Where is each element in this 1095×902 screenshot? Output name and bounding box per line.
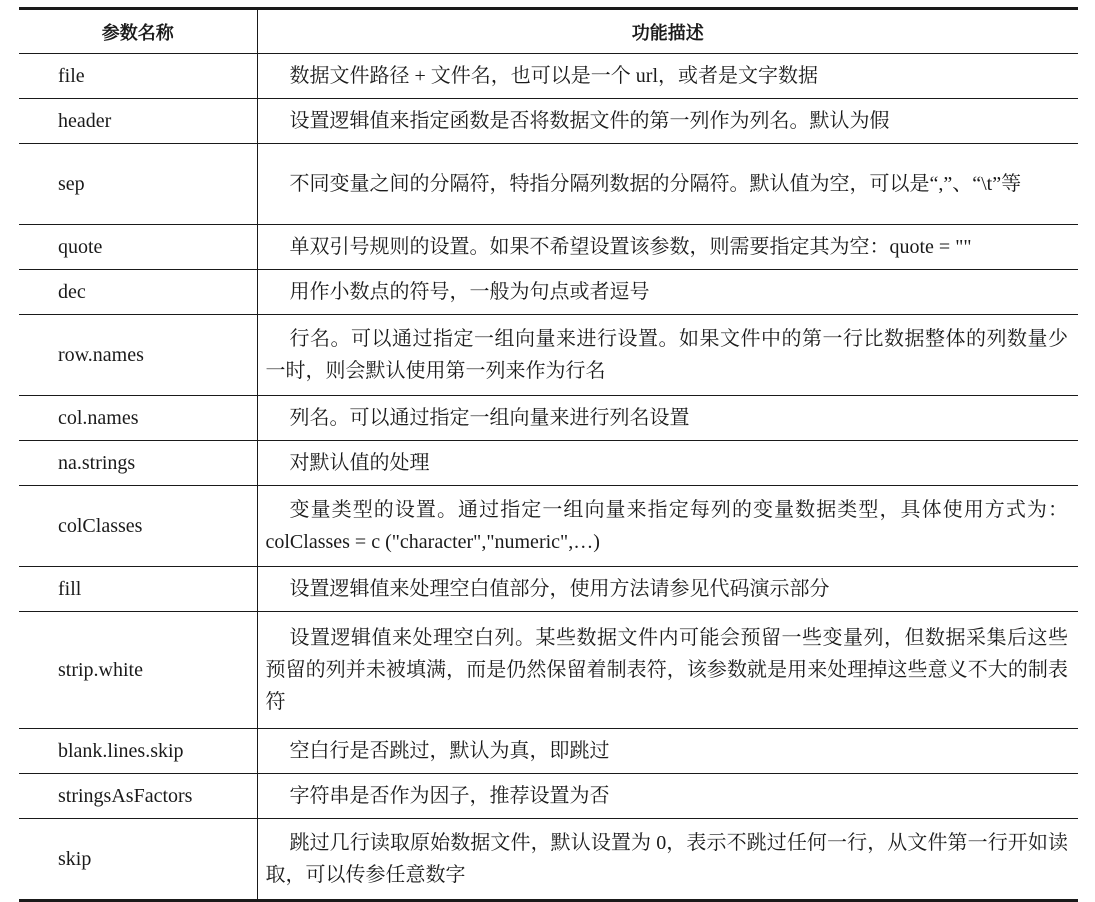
table-row [19,612,1078,729]
table-row [19,144,1078,225]
parameter-name-cell: col.names [19,396,257,441]
parameter-name-cell: blank.lines.skip [19,729,257,774]
table-row [19,441,1078,486]
parameter-name-cell: strip.white [19,612,257,729]
header-parameter-name: 参数名称 [19,9,257,54]
header-function-description: 功能描述 [257,9,1078,54]
parameter-name-cell: file [19,54,257,99]
parameter-description-cell: 行名。可以通过指定一组向量来进行设置。如果文件中的第一行比数据整体的列数量少一时，则会默认使用第一列来作为行名 [257,315,1078,396]
table-row [19,567,1078,612]
parameter-description-cell: 不同变量之间的分隔符，特指分隔列数据的分隔符。默认值为空，可以是“,”、“\t”等 [257,144,1078,225]
parameter-description-cell: 数据文件路径 + 文件名，也可以是一个 url，或者是文字数据 [257,54,1078,99]
parameter-description-cell: 用作小数点的符号，一般为句点或者逗号 [257,270,1078,315]
parameter-description-cell: 设置逻辑值来指定函数是否将数据文件的第一列作为列名。默认为假 [257,99,1078,144]
header-row [19,9,1078,54]
parameter-name-cell: quote [19,225,257,270]
table-row [19,729,1078,774]
table-row [19,225,1078,270]
table-row [19,54,1078,99]
table-body [19,54,1078,901]
parameter-description-cell: 设置逻辑值来处理空白列。某些数据文件内可能会预留一些变量列，但数据采集后这些预留的列并未被填满，而是仍然保留着制表符，该参数就是用来处理掉这些意义不大的制表符 [257,612,1078,729]
parameter-description-cell: 跳过几行读取原始数据文件，默认设置为 0，表示不跳过任何一行，从文件第一行开如读取，可以传参任意数字 [257,819,1078,901]
parameter-description-cell: 空白行是否跳过，默认为真，即跳过 [257,729,1078,774]
table-row [19,270,1078,315]
parameter-name-cell: dec [19,270,257,315]
parameter-table [19,7,1078,902]
parameter-name-cell: sep [19,144,257,225]
table-header [19,9,1078,54]
parameter-description-cell: 对默认值的处理 [257,441,1078,486]
parameter-name-cell: skip [19,819,257,901]
parameter-name-cell: na.strings [19,441,257,486]
parameter-name-cell: stringsAsFactors [19,774,257,819]
parameter-name-cell: fill [19,567,257,612]
parameter-name-cell: header [19,99,257,144]
parameter-description-cell: 单双引号规则的设置。如果不希望设置该参数，则需要指定其为空：quote = "" [257,225,1078,270]
parameter-name-cell: colClasses [19,486,257,567]
parameter-description-cell: 变量类型的设置。通过指定一组向量来指定每列的变量数据类型，具体使用方式为：colClasses = c ("character","numeric",…) [257,486,1078,567]
table-row [19,774,1078,819]
table-row [19,396,1078,441]
table-row [19,99,1078,144]
parameter-description-cell: 字符串是否作为因子，推荐设置为否 [257,774,1078,819]
parameter-description-cell: 设置逻辑值来处理空白值部分，使用方法请参见代码演示部分 [257,567,1078,612]
parameter-description-cell: 列名。可以通过指定一组向量来进行列名设置 [257,396,1078,441]
table-row [19,315,1078,396]
table-row [19,819,1078,901]
parameter-name-cell: row.names [19,315,257,396]
table-row [19,486,1078,567]
